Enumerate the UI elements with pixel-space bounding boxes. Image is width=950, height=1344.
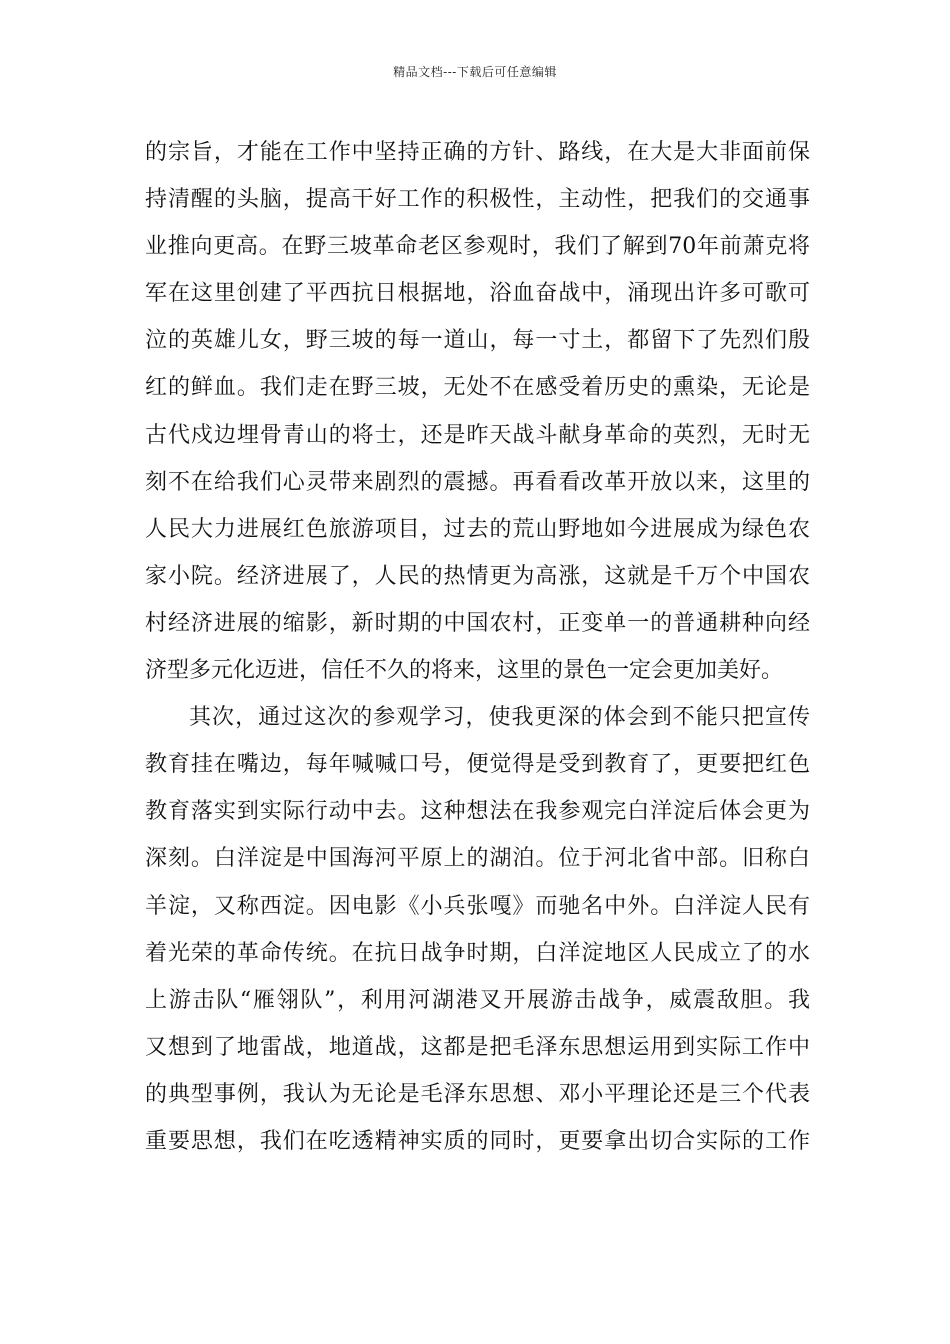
text-line: 深刻。白洋淀是中国海河平原上的湖泊。位于河北省中部。旧称白 <box>145 846 810 872</box>
text-line: 又想到了地雷战，地道战，这都是把毛泽东思想运用到实际工作中 <box>145 1034 810 1060</box>
paragraph <box>145 129 810 694</box>
text-line: 业推向更高。在野三坡革命老区参观时，我们了解到70年前萧克将 <box>145 234 810 260</box>
text-line: 其次，通过这次的参观学习，使我更深的体会到不能只把宣传 <box>189 705 810 731</box>
text-line: 持清醒的头脑，提高干好工作的积极性，主动性，把我们的交通事 <box>145 187 810 213</box>
document-body <box>145 129 810 1165</box>
text-line: 红的鲜血。我们走在野三坡，无处不在感受着历史的熏染，无论是 <box>145 375 810 401</box>
text-line: 教育落实到实际行动中去。这种想法在我参观完白洋淀后体会更为 <box>145 799 810 825</box>
text-line: 济型多元化迈进，信任不久的将来，这里的景色一定会更加美好。 <box>145 658 784 684</box>
text-line: 刻不在给我们心灵带来剧烈的震撼。再看看改革开放以来，这里的 <box>145 469 810 495</box>
page-header: 精品文档---下载后可任意编辑 <box>393 65 557 79</box>
text-line: 泣的英雄儿女，野三坡的每一道山，每一寸土，都留下了先烈们殷 <box>145 328 810 354</box>
text-line: 上游击队“雁翎队”，利用河湖港叉开展游击战争，威震敌胆。我 <box>145 987 810 1013</box>
text-line: 家小院。经济进展了，人民的热情更为高涨，这就是千万个中国农 <box>145 563 810 589</box>
paragraph <box>145 694 810 1165</box>
text-line: 的宗旨，才能在工作中坚持正确的方针、路线，在大是大非面前保 <box>145 140 810 165</box>
text-line: 村经济进展的缩影，新时期的中国农村，正变单一的普通耕种向经 <box>145 610 810 636</box>
text-line: 羊淀，又称西淀。因电影《小兵张嘎》而驰名中外。白洋淀人民有 <box>145 893 810 919</box>
text-line: 古代戍边埋骨青山的将士，还是昨天战斗献身革命的英烈，无时无 <box>145 422 810 448</box>
text-line: 军在这里创建了平西抗日根据地，浴血奋战中，涌现出许多可歌可 <box>145 281 810 307</box>
text-line: 教育挂在嘴边，每年喊喊口号，便觉得是受到教育了，更要把红色 <box>145 752 810 778</box>
text-line: 着光荣的革命传统。在抗日战争时期，白洋淀地区人民成立了的水 <box>145 940 810 966</box>
text-line: 人民大力进展红色旅游项目，过去的荒山野地如今进展成为绿色农 <box>145 516 810 542</box>
text-line: 重要思想，我们在吃透精神实质的同时，更要拿出切合实际的工作 <box>145 1128 810 1154</box>
text-line: 的典型事例，我认为无论是毛泽东思想、邓小平理论还是三个代表 <box>145 1081 810 1107</box>
